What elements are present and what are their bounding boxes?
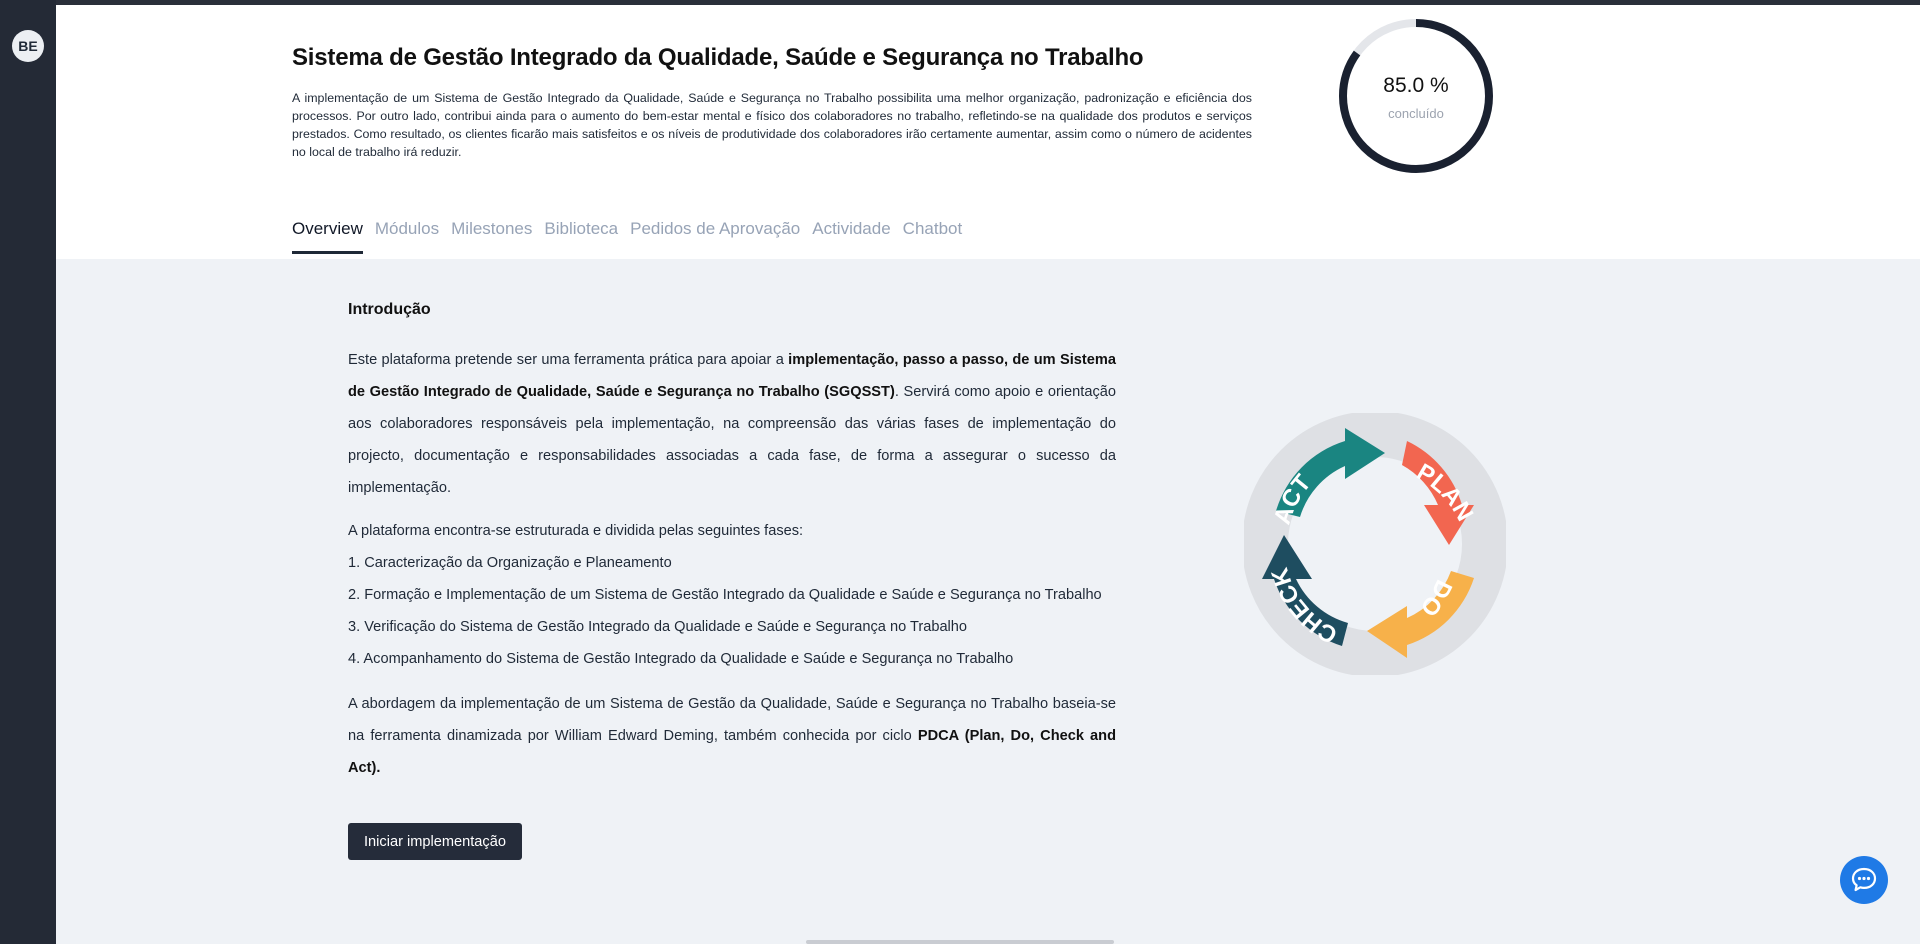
tab-actividade[interactable]: Actividade <box>812 219 891 238</box>
tab-chatbot[interactable]: Chatbot <box>902 219 963 238</box>
check-label: CHECK <box>1266 564 1342 649</box>
tab-pedidos-de-aprovacao[interactable]: Pedidos de Aprovação <box>630 219 801 238</box>
intro-p3-bold: PDCA (Plan, Do, Check and Act). <box>348 728 1116 776</box>
intro-p1-suffix: . Servirá como apoio e orientação aos colaboradores responsáveis pela implementação, na compreensão das várias fases de implementação do projecto, documentação e responsabilidades associadas a cada fase, de forma a assegurar o sucesso da implementação. <box>348 384 1116 496</box>
plan-label: PLAN <box>1412 458 1479 526</box>
pdca-graphic <box>1244 413 1506 675</box>
phase-item-1: 1. Caracterização da Organização e Planeamento <box>348 555 672 571</box>
intro-paragraph-2: A plataforma encontra-se estruturada e dividida pelas seguintes fases: <box>348 523 804 539</box>
page-description: A implementação de um Sistema de Gestão Integrado da Qualidade, Saúde e Segurança no Trabalho possibilita uma melhor organização, padronização e eficiência dos processos. Por outro lado, contribui ainda para o aumento do bem-estar mental e físico dos colaboradores no trabalho, refletindo-se na qualidade dos produtos e serviços prestados. Como resultado, os clientes ficarão mais satisfeitos e os níveis de produtividade dos colaboradores irão certamente aumentar, assim como o número de acidentes no local de trabalho irá reduzir. <box>292 91 1252 159</box>
phase-item-3: 3. Verificação do Sistema de Gestão Integrado da Qualidade e Saúde e Segurança no Trabalho <box>348 619 968 635</box>
avatar[interactable]: BE <box>12 30 44 62</box>
intro-paragraph-3 <box>348 688 1116 784</box>
start-implementation-button[interactable]: Iniciar implementação <box>348 823 522 860</box>
act-label: ACT <box>1268 469 1317 528</box>
tab-overview[interactable]: Overview <box>292 219 363 254</box>
horizontal-scrollbar[interactable] <box>806 940 1114 944</box>
phase-item-2: 2. Formação e Implementação de um Sistema de Gestão Integrado da Qualidade e Saúde e Segurança no Trabalho <box>348 587 1102 603</box>
phase-item-4: 4. Acompanhamento do Sistema de Gestão Integrado da Qualidade e Saúde e Segurança no Trabalho <box>348 651 1014 667</box>
phases-list <box>348 547 1148 675</box>
tab-modulos[interactable]: Módulos <box>374 219 440 238</box>
chat-button[interactable] <box>1840 856 1888 904</box>
do-label: DO <box>1414 575 1458 622</box>
intro-p1-bold: implementação, passo a passo, de um Sistema de Gestão Integrado de Qualidade, Saúde e Segurança no Trabalho (SGQSST) <box>348 352 1116 400</box>
progress-ring <box>1336 16 1496 176</box>
page-title: Sistema de Gestão Integrado da Qualidade, Saúde e Segurança no Trabalho <box>292 44 1144 71</box>
intro-p3-prefix: A abordagem da implementação de um Sistema de Gestão da Qualidade, Saúde e Segurança no Trabalho baseia-se na ferramenta dinamizada por William Edward Deming, também conhecida por ciclo <box>348 696 1116 744</box>
intro-p1-prefix: Este plataforma pretende ser uma ferramenta prática para apoiar a <box>348 352 789 368</box>
sidebar <box>0 0 56 944</box>
tab-biblioteca[interactable]: Biblioteca <box>544 219 619 238</box>
progress-label: concluído <box>1388 106 1444 121</box>
intro-paragraph-1 <box>348 344 1116 504</box>
pdca-cycle-diagram <box>1244 413 1506 675</box>
tab-milestones[interactable]: Milestones <box>451 219 533 238</box>
chat-bubble-icon <box>1850 866 1878 894</box>
progress-percent: 85.0 % <box>1383 74 1449 97</box>
intro-heading: Introdução <box>348 301 431 318</box>
pdca-shadow <box>1265 434 1485 654</box>
tab-bar <box>292 219 974 254</box>
